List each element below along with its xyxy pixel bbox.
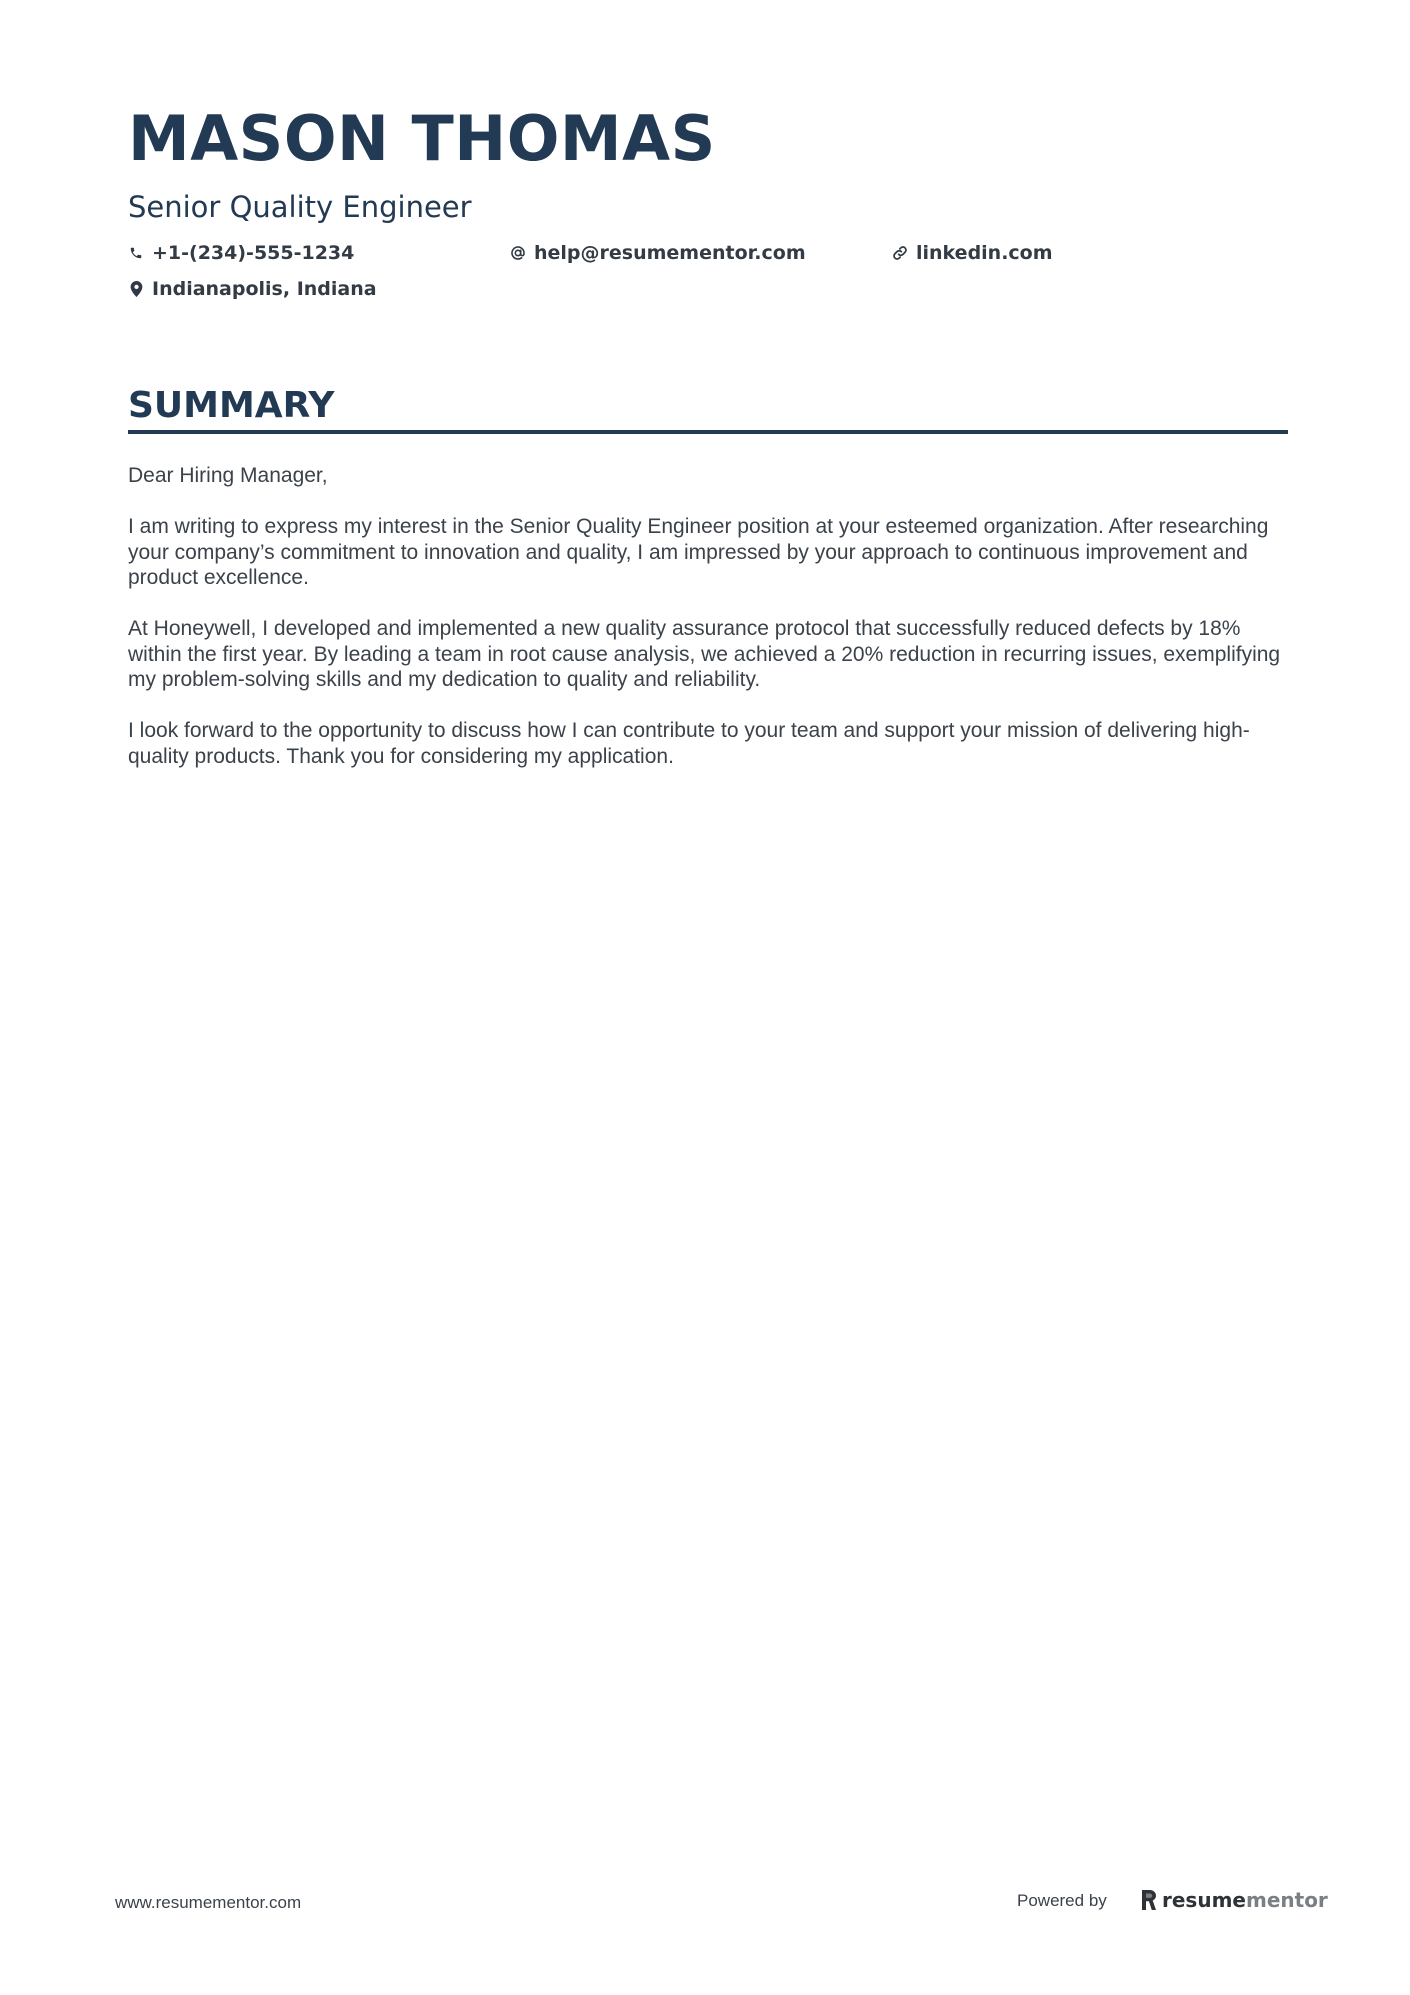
paragraph-closing: I look forward to the opportunity to discuss how I can contribute to your team and support your mission of delivering high-quality products. Thank you for considering my application. [128, 719, 1250, 768]
summary-heading: SUMMARY [128, 385, 335, 426]
job-title: Senior Quality Engineer [128, 190, 472, 224]
at-icon [510, 244, 526, 262]
powered-by-label: Powered by [1017, 1891, 1107, 1910]
paragraph-intro: I am writing to express my interest in the Senior Quality Engineer position at your esteemed organization. After researching your company’s commitment to innovation and quality, I am impressed by your approach to continuous improvement and product excellence. [128, 515, 1269, 589]
contact-email [510, 242, 806, 264]
salutation: Dear Hiring Manager, [128, 464, 328, 487]
brand-text-resume: resume [1162, 1888, 1246, 1912]
link-icon [892, 244, 908, 262]
phone-text: +1-(234)-555-1234 [152, 242, 355, 264]
contact-location [128, 278, 377, 300]
candidate-name: MASON THOMAS [128, 102, 716, 175]
location-text: Indianapolis, Indiana [152, 278, 377, 300]
location-pin-icon [128, 280, 144, 298]
brand-mark-icon [1140, 1889, 1158, 1911]
brand-text-mentor: mentor [1245, 1888, 1328, 1912]
email-text: help@resumementor.com [534, 242, 806, 264]
phone-icon [128, 244, 144, 262]
contact-phone [128, 242, 354, 264]
letter-body [128, 463, 1292, 795]
brand-logo [1140, 1888, 1328, 1912]
section-divider [128, 430, 1288, 434]
paragraph-achievement: At Honeywell, I developed and implemented a new quality assurance protocol that successfully reduced defects by 18% within the first year. By leading a team in root cause analysis, we achieved a 20% reduction in recurring issues, exemplifying my problem-solving skills and my dedication to quality and reliability. [128, 617, 1281, 691]
contact-link [892, 242, 1053, 264]
footer-url: www.resumementor.com [115, 1893, 302, 1912]
link-text: linkedin.com [916, 242, 1053, 264]
